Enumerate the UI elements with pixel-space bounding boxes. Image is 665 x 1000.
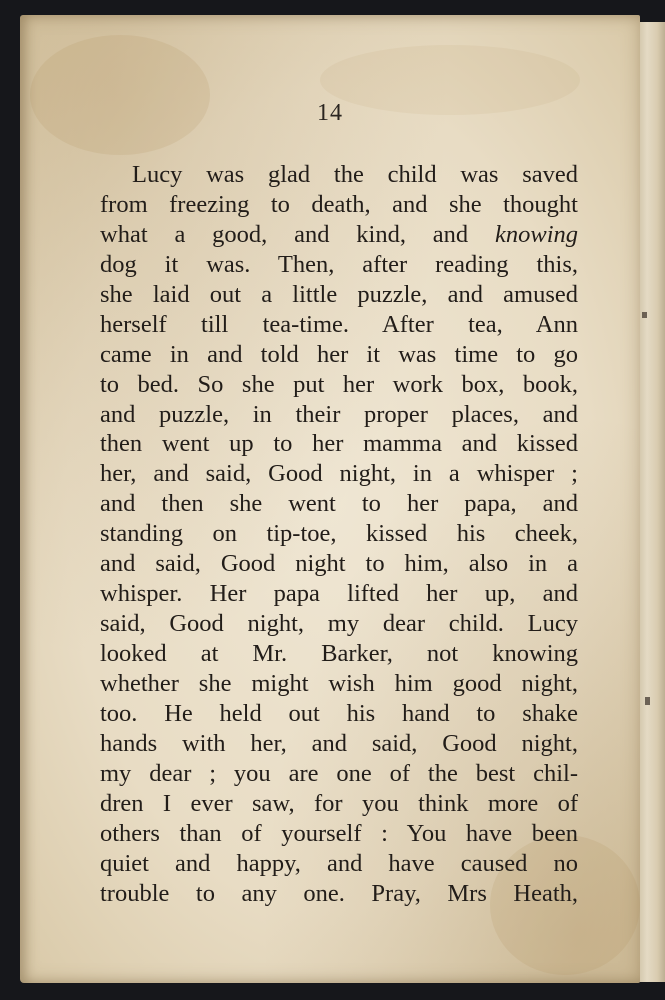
text-line-part: what a good, and kind, and xyxy=(100,220,469,248)
text-line: Lucy was glad the child was saved xyxy=(132,161,578,188)
text-line: my dear ; you are one of the best chil- xyxy=(100,759,578,787)
text-line: and said, Good night to him, also in a xyxy=(100,550,578,578)
text-line: from freezing to death, and she thought xyxy=(100,190,578,218)
text-line: and puzzle, in their proper places, and xyxy=(100,400,578,428)
text-line: herself till tea-time. After tea, Ann xyxy=(100,310,578,338)
text-line: too. He held out his hand to shake xyxy=(100,699,578,727)
text-line: standing on tip-toe, kissed his cheek, xyxy=(100,520,578,548)
text-line: dren I ever saw, for you think more of xyxy=(100,789,578,817)
text-line: hands with her, and said, Good night, xyxy=(100,729,578,757)
book-page xyxy=(20,15,640,983)
body-text xyxy=(100,160,578,908)
paper-fleck xyxy=(645,697,650,705)
text-line: whether she might wish him good night, xyxy=(100,669,578,697)
text-line: dog it was. Then, after reading this, xyxy=(100,250,578,278)
text-line: said, Good night, my dear child. Lucy xyxy=(100,610,578,638)
text-line: she laid out a little puzzle, and amused xyxy=(100,280,578,308)
page-number: 14 xyxy=(317,100,343,126)
text-line: then went up to her mamma and kissed xyxy=(100,430,578,458)
text-line: looked at Mr. Barker, not knowing xyxy=(100,640,578,667)
text-line xyxy=(100,220,578,250)
text-line: whisper. Her papa lifted her up, and xyxy=(100,580,578,608)
text-line: quiet and happy, and have caused no xyxy=(100,849,578,877)
text-line: her, and said, Good night, in a whisper ; xyxy=(100,460,578,488)
text-line: others than of yourself : You have been xyxy=(100,819,578,847)
text-line: trouble to any one. Pray, Mrs Heath, xyxy=(100,879,578,907)
paper-stain xyxy=(30,35,210,155)
text-line: and then she went to her papa, and xyxy=(100,490,578,518)
next-page-edge xyxy=(636,22,665,982)
italic-word: knowing xyxy=(494,220,579,248)
text-line: to bed. So she put her work box, book, xyxy=(100,370,578,398)
text-line: came in and told her it was time to go xyxy=(100,340,578,368)
paper-fleck xyxy=(642,312,647,318)
